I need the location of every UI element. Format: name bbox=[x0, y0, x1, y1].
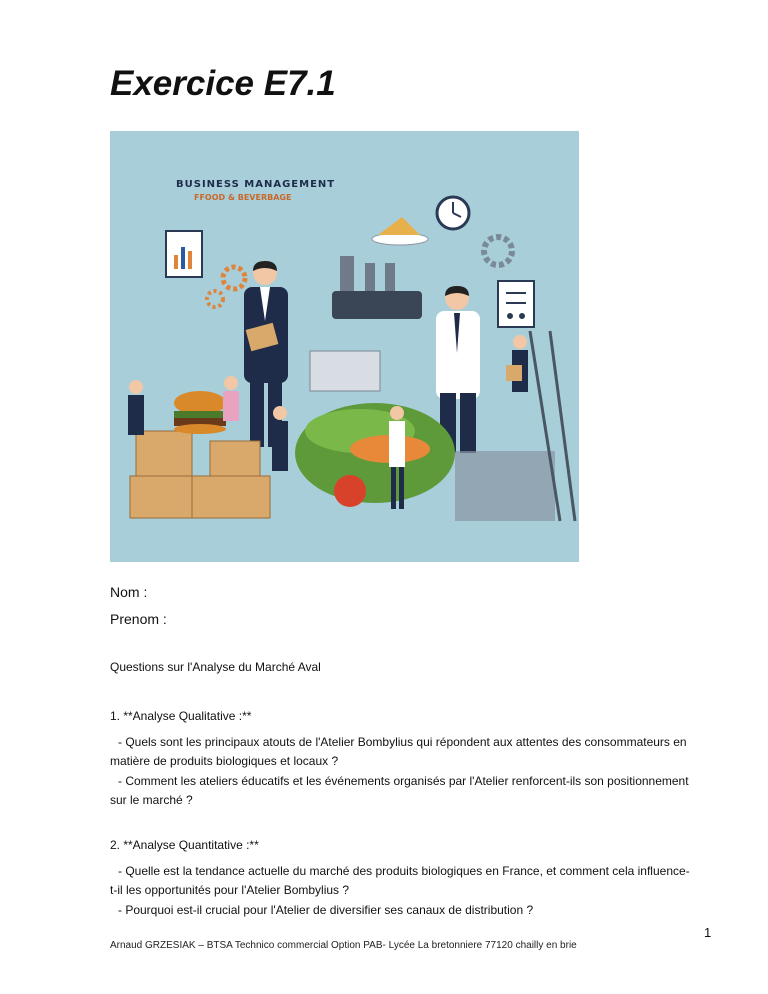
question-item: - Pourquoi est-il crucial pour l'Atelier de diversifier ses canaux de distribution ? bbox=[118, 903, 534, 917]
page-number: 1 bbox=[704, 925, 712, 940]
worker-figure bbox=[272, 406, 288, 471]
illustration-drawing bbox=[110, 131, 579, 562]
checklist-clipboard-icon bbox=[498, 281, 534, 327]
document-title: Exercice E7.1 bbox=[110, 64, 336, 103]
clock-icon bbox=[437, 197, 469, 229]
page-footer: Arnaud GRZESIAK – BTSA Technico commercial Option PAB- Lycée La bretonniere 77120 chailly en brie bbox=[110, 940, 577, 951]
building-icon bbox=[310, 351, 380, 391]
question-item: - Quels sont les principaux atouts de l'Atelier Bombylius qui répondent aux attentes des consommateurs en matière de produits biologiques et locaux ? bbox=[110, 735, 687, 768]
question-heading: 2. **Analyse Quantitative :** bbox=[110, 838, 259, 852]
nom-label: Nom : bbox=[110, 584, 148, 600]
illustration-heading-1: BUSINESS MANAGEMENT bbox=[176, 179, 336, 190]
question-heading: 1. **Analyse Qualitative :** bbox=[110, 709, 252, 723]
question-item: - Comment les ateliers éducatifs et les événements organisés par l'Atelier renforcent-ils son positionnement sur le marché ? bbox=[110, 774, 689, 807]
worker-figure bbox=[223, 376, 239, 421]
burger-icon bbox=[174, 391, 226, 434]
question-item: - Quelle est la tendance actuelle du marché des produits biologiques en France, et comment cela influence-t-il les opportunités pour l'Atelier Bombylius ? bbox=[110, 864, 690, 897]
business-illustration bbox=[110, 131, 579, 562]
illustration-heading-2: FFOOD & BEVERBAGE bbox=[194, 193, 292, 202]
chart-clipboard-icon bbox=[166, 231, 202, 277]
worker-figure bbox=[128, 380, 144, 435]
prenom-label: Prenom : bbox=[110, 611, 167, 627]
section-title: Questions sur l'Analyse du Marché Aval bbox=[110, 660, 321, 674]
